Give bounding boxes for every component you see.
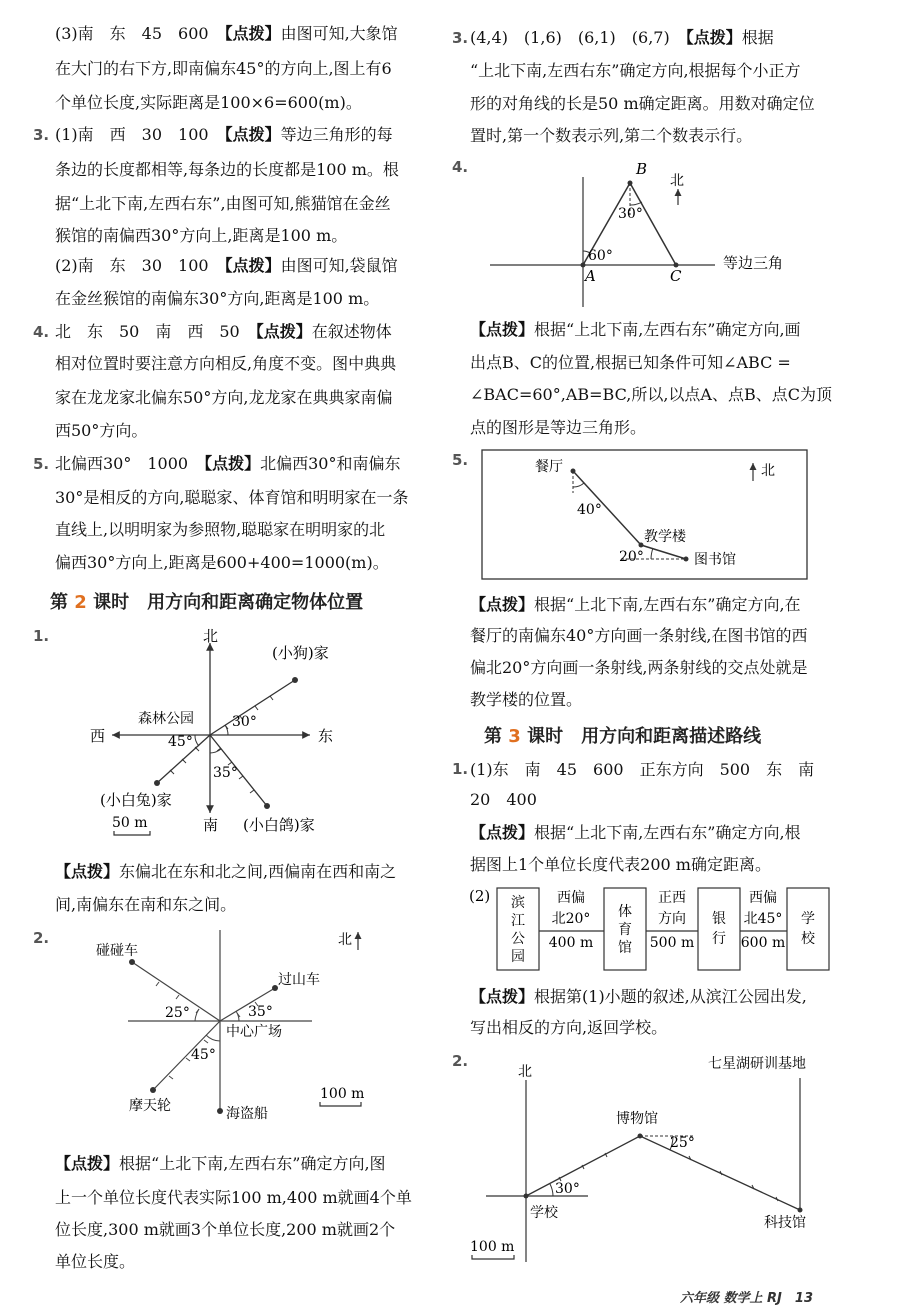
- note2-line3: 位长度,300 m就画3个单位长度,200 m就画2个: [55, 1220, 396, 1239]
- seg1-dir-1: 西偏: [557, 890, 585, 906]
- l-p2-line4: 猴馆的南偏西30°方向上,距离是100 m。: [55, 226, 348, 245]
- q1-line2: 20 400: [470, 790, 537, 809]
- box4-char-2: 校: [801, 931, 815, 947]
- fig1-angle-35: 35°: [213, 765, 238, 781]
- fig6-number: 2.: [452, 1052, 469, 1070]
- note5-line2: 餐厅的南偏东40°方向画一条射线,在图书馆的西: [470, 626, 808, 645]
- teaching-building-label: 教学楼: [644, 529, 686, 545]
- base-label: 七星湖研训基地: [708, 1056, 806, 1072]
- route-part-label: (2): [469, 887, 491, 905]
- fig1-north-label: 北: [203, 627, 219, 645]
- ferris-wheel-label: 摩天轮: [129, 1098, 171, 1114]
- l-p2-line2: 条边的长度都相等,每条边的长度都是100 m。根: [55, 160, 399, 179]
- route-note-line1: 【点拨】根据第(1)小题的叙述,从滨江公园出发,: [470, 987, 807, 1006]
- fig5-number: 5.: [452, 451, 469, 469]
- fig2-angle-25: 25°: [165, 1005, 190, 1021]
- fig5-angle-40: 40°: [577, 502, 602, 518]
- box1-char-1: 滨: [511, 895, 525, 911]
- seg2-dir-1: 正西: [658, 890, 686, 906]
- l-p2-line6: 在金丝猴馆的南偏东30°方向,距离是100 m。: [55, 289, 380, 308]
- l-p3-line1: 北 东 50 南 西 50 【点拨】在叙述物体: [55, 322, 392, 341]
- r-p3-line1: (4,4) (1,6) (6,1) (6,7) 【点拨】根据: [470, 28, 774, 47]
- restaurant-label: 餐厅: [535, 459, 563, 475]
- fig4-north-label: 北: [670, 173, 684, 189]
- l-p2-line1: (1)南 西 30 100 【点拨】等边三角形的每: [55, 125, 393, 144]
- route-note-line2: 写出相反的方向,返回学校。: [470, 1018, 668, 1037]
- l-p3-line4: 西50°方向。: [55, 421, 148, 440]
- seg3-dir-2: 北45°: [743, 911, 783, 927]
- l-p2-line3: 据“上北下南,左西右东”,由图可知,熊猫馆在金丝: [55, 194, 391, 213]
- l-p4-line2: 30°是相反的方向,聪聪家、体育馆和明明家在一条: [55, 488, 409, 507]
- museum-label: 博物馆: [616, 1111, 658, 1127]
- fig4-angle-30: 30°: [618, 206, 643, 222]
- museum-route-diagram: [468, 1050, 848, 1265]
- note4-line2: 出点B、C的位置,根据已知条件可知∠ABC =: [470, 353, 791, 372]
- note4-line3: ∠BAC=60°,AB=BC,所以,以点A、点B、点C为顶: [470, 385, 832, 404]
- note1-line2: 间,南偏东在南和东之间。: [55, 895, 237, 914]
- box4-char-1: 学: [801, 911, 815, 927]
- seg1-dir-2: 北20°: [551, 911, 591, 927]
- library-label: 图书馆: [694, 552, 736, 568]
- school-label: 学校: [530, 1205, 558, 1221]
- section-heading-3: 第 3 课时 用方向和距离描述路线: [484, 726, 762, 747]
- fig1-south-label: 南: [203, 816, 219, 834]
- rabbit-home-label: (小白兔)家: [100, 791, 172, 809]
- q1-tip-line1: 【点拨】根据“上北下南,左西右东”确定方向,根: [470, 823, 801, 842]
- q1-line1: (1)东 南 45 600 正东方向 500 东 南: [470, 760, 815, 779]
- fig2-angle-35: 35°: [248, 1004, 273, 1020]
- l-p2-line5: (2)南 东 30 100 【点拨】由图可知,袋鼠馆: [55, 256, 398, 275]
- route-diagram: [465, 883, 845, 975]
- box2-char-1: 体: [618, 904, 632, 920]
- box3-char-2: 行: [712, 931, 726, 947]
- dog-home-label: (小狗)家: [272, 644, 329, 662]
- l-p4-line4: 偏西30°方向上,距离是600+400=1000(m)。: [55, 553, 389, 572]
- note5-line1: 【点拨】根据“上北下南,左西右东”确定方向,在: [470, 595, 801, 614]
- box3-char-1: 银: [712, 911, 726, 927]
- box1-char-3: 公: [511, 931, 525, 947]
- bumper-car-label: 碰碰车: [96, 943, 138, 959]
- section-heading-2: 第 2 课时 用方向和距离确定物体位置: [50, 592, 364, 613]
- equilateral-label: 等边三角: [723, 254, 784, 272]
- fig6-angle-30: 30°: [555, 1181, 580, 1197]
- l-p3-line3: 家在龙龙家北偏东50°方向,龙龙家在典典家南偏: [55, 388, 393, 407]
- note5-line3: 偏北20°方向画一条射线,两条射线的交点处就是: [470, 658, 808, 677]
- q5-number: 5.: [33, 455, 50, 473]
- note4-line4: 点的图形是等边三角形。: [470, 418, 647, 437]
- seg2-dist: 500 m: [649, 935, 695, 951]
- note4-line1: 【点拨】根据“上北下南,左西右东”确定方向,画: [470, 320, 801, 339]
- note5-line4: 教学楼的位置。: [470, 690, 583, 709]
- point-b-label: B: [636, 160, 648, 178]
- r-p3-line3: 形的对角线的长是50 m确定距离。用数对确定位: [470, 94, 815, 113]
- q4-number: 4.: [33, 323, 50, 341]
- seg3-dir-1: 西偏: [749, 890, 777, 906]
- l-p4-line3: 直线上,以明明家为参照物,聪聪家在明明家的北: [55, 520, 386, 539]
- triangle-diagram: [490, 155, 800, 310]
- q3-number: 3.: [33, 126, 50, 144]
- fig6-north-label: 北: [518, 1064, 532, 1080]
- fig1-west-label: 西: [90, 727, 106, 745]
- note2-line2: 上一个单位长度代表实际100 m,400 m就画4个单: [55, 1188, 412, 1207]
- roller-coaster-label: 过山车: [278, 972, 320, 988]
- r-q3-number: 3.: [452, 29, 469, 47]
- restaurant-library-diagram: [481, 449, 809, 581]
- note1-line1: 【点拨】东偏北在东和北之间,西偏南在西和南之: [55, 862, 397, 881]
- fig1-angle-30: 30°: [232, 714, 257, 730]
- r-p3-line4: 置时,第一个数表示列,第二个数表示行。: [470, 126, 753, 145]
- l-p1-line2: 在大门的右下方,即南偏东45°的方向上,图上有6: [55, 59, 392, 78]
- note2-line4: 单位长度。: [55, 1252, 136, 1271]
- pirate-ship-label: 海盗船: [226, 1106, 268, 1122]
- forest-park-label: 森林公园: [138, 711, 194, 727]
- seg2-dir-2: 方向: [658, 911, 686, 927]
- l-p1-line1: (3)南 东 45 600 【点拨】由图可知,大象馆: [55, 24, 398, 43]
- box2-char-2: 育: [618, 922, 632, 938]
- fig2-angle-45: 45°: [191, 1047, 216, 1063]
- seg3-dist: 600 m: [740, 935, 786, 951]
- fig2-north-label: 北: [338, 932, 352, 948]
- l-p4-line1: 北偏西30° 1000 【点拨】北偏西30°和南偏东: [55, 454, 401, 473]
- tech-museum-label: 科技馆: [764, 1215, 806, 1231]
- forest-park-diagram: [80, 625, 370, 840]
- box2-char-3: 馆: [618, 940, 632, 956]
- fig6-scale-label: 100 m: [470, 1239, 515, 1255]
- center-square-label: 中心广场: [226, 1024, 282, 1040]
- page-footer: 六年级 数学上 RJ 13: [680, 1291, 813, 1306]
- l-p3-line2: 相对位置时要注意方向相反,角度不变。图中典典: [55, 354, 397, 373]
- r-p3-line2: “上北下南,左西右东”确定方向,根据每个小正方: [470, 61, 801, 80]
- fig1-scale-label: 50 m: [112, 815, 148, 831]
- fig1-east-label: 东: [318, 727, 334, 745]
- pigeon-home-label: (小白鸽)家: [243, 816, 315, 834]
- fig5-north-label: 北: [761, 463, 775, 479]
- point-a-label: A: [585, 267, 596, 285]
- point-c-label: C: [670, 267, 682, 285]
- fig4-number: 4.: [452, 158, 469, 176]
- center-square-diagram: [80, 928, 380, 1133]
- fig6-angle-25: 25°: [670, 1135, 695, 1151]
- seg1-dist: 400 m: [548, 935, 594, 951]
- fig2-number: 2.: [33, 929, 50, 947]
- box1-char-4: 园: [511, 949, 525, 965]
- r-q1-number: 1.: [452, 760, 469, 778]
- l-p1-line3: 个单位长度,实际距离是100×6=600(m)。: [55, 93, 362, 112]
- fig5-angle-20: 20°: [619, 549, 644, 565]
- fig4-angle-60: 60°: [588, 248, 613, 264]
- q1-tip-line2: 据图上1个单位长度代表200 m确定距离。: [470, 855, 771, 874]
- fig2-scale-label: 100 m: [320, 1086, 365, 1102]
- note2-line1: 【点拨】根据“上北下南,左西右东”确定方向,图: [55, 1154, 386, 1173]
- fig1-angle-45: 45°: [168, 734, 193, 750]
- fig1-number: 1.: [33, 627, 50, 645]
- box1-char-2: 江: [511, 913, 525, 929]
